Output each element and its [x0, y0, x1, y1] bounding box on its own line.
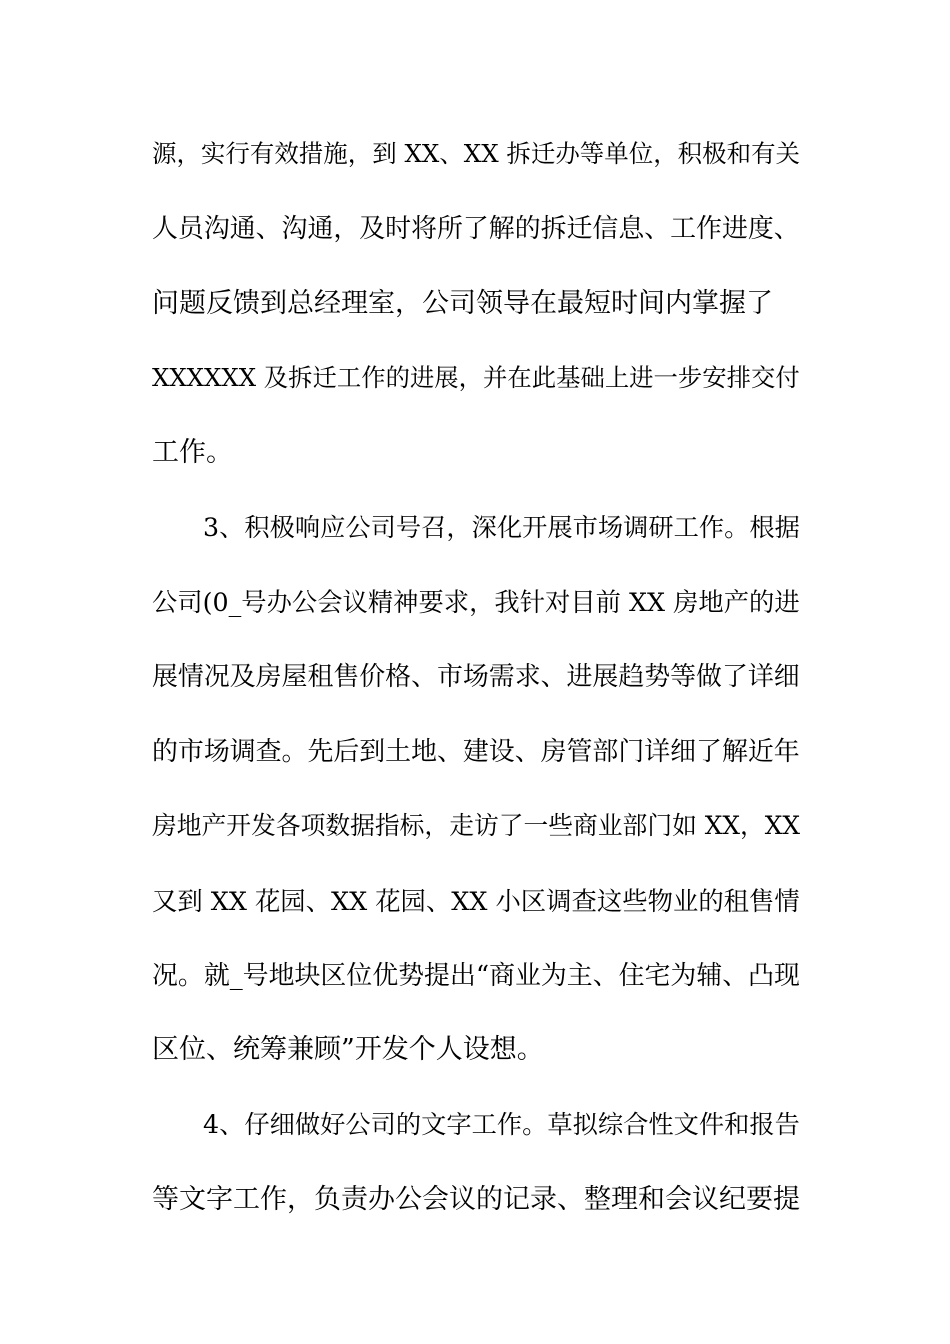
- text-line: 人员沟通、沟通，及时将所了解的拆迁信息、工作进度、: [152, 214, 800, 244]
- text-line: 的市场调查。先后到土地、建设、房管部门详细了解近年: [152, 737, 800, 767]
- text-line: 房地产开发各项数据指标，走访了一些商业部门如 XX，XX: [152, 811, 801, 840]
- text-line: 工作。: [152, 437, 233, 468]
- text-line: 等文字工作，负责办公会议的记录、整理和会议纪要提: [152, 1184, 800, 1215]
- text-line: 公司(0_号办公会议精神要求，我针对目前 XX 房地产的进: [152, 587, 800, 617]
- text-line: 区位、统筹兼顾”开发个人设想。: [152, 1034, 544, 1065]
- text-line: 又到 XX 花园、XX 花园、XX 小区调查这些物业的租售情: [152, 886, 800, 916]
- text-line: 问题反馈到总经理室，公司领导在最短时间内掌握了: [152, 288, 773, 319]
- text-line: 况。就_号地块区位优势提出“商业为主、住宅为辅、凸现: [152, 961, 800, 991]
- text-line: 展情况及房屋租售价格、市场需求、进展趋势等做了详细: [152, 662, 800, 692]
- text-line: XXXXXX 及拆迁工作的进展，并在此基础上进一步安排交付: [152, 363, 800, 392]
- paragraph-4-first-line: 4、仔细做好公司的文字工作。草拟综合性文件和报告: [203, 1110, 800, 1139]
- paragraph-3-first-line: 3、积极响应公司号召，深化开展市场调研工作。根据: [203, 513, 800, 542]
- text-line: 源，实行有效措施，到 XX、XX 拆迁办等单位，积极和有关: [152, 139, 801, 168]
